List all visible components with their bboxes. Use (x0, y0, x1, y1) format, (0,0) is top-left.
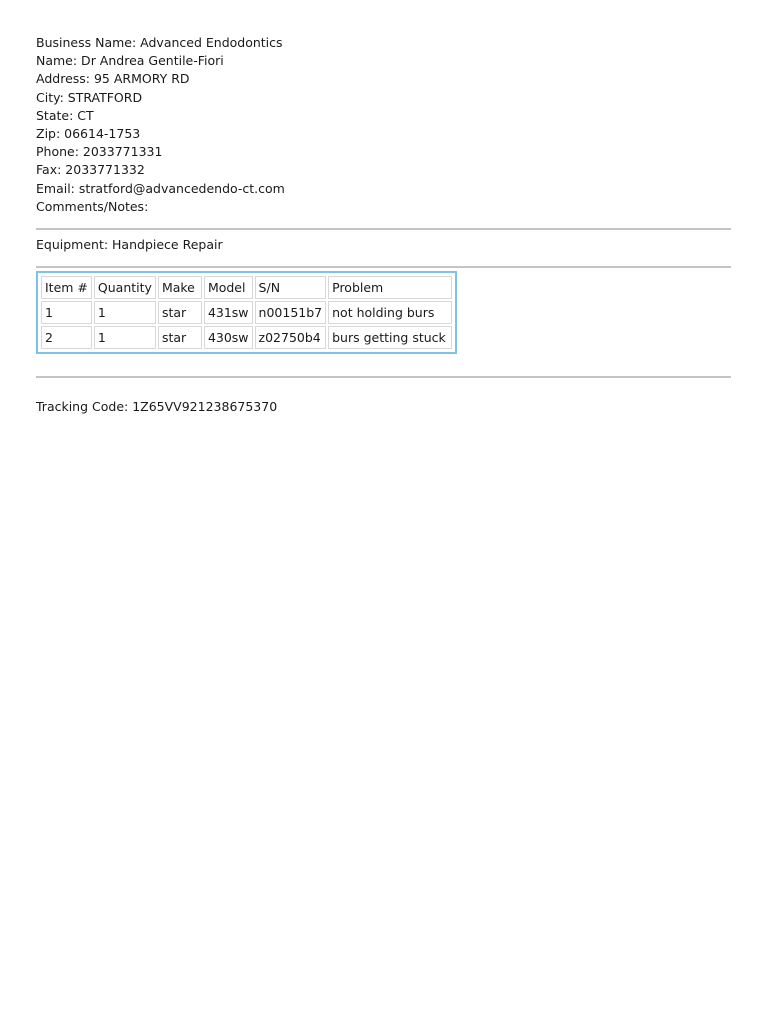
cell-model: 431sw (204, 301, 253, 324)
zip: Zip: 06614-1753 (36, 125, 141, 141)
header-quantity: Quantity (94, 276, 156, 299)
cell-make: star (158, 301, 202, 324)
cell-quantity: 1 (94, 301, 156, 324)
phone: Phone: 2033771331 (36, 144, 163, 160)
cell-item-number: 2 (41, 326, 92, 349)
items-table-frame (36, 271, 457, 354)
address: Address: 95 ARMORY RD (36, 71, 190, 87)
header-serial-number: S/N (255, 276, 327, 299)
header-make: Make (158, 276, 202, 299)
cell-problem: not holding burs (328, 301, 452, 324)
city: City: STRATFORD (36, 89, 143, 105)
cell-item-number: 1 (41, 301, 92, 324)
divider (36, 376, 731, 378)
header-item-number: Item # (41, 276, 92, 299)
email: Email: stratford@advancedendo-ct.com (36, 180, 285, 196)
contact-name: Name: Dr Andrea Gentile-Fiori (36, 53, 224, 69)
fax: Fax: 2033771332 (36, 162, 145, 178)
cell-problem: burs getting stuck (328, 326, 452, 349)
header-model: Model (204, 276, 253, 299)
cell-quantity: 1 (94, 326, 156, 349)
customer-info (36, 34, 731, 216)
business-name: Business Name: Advanced Endodontics (36, 35, 283, 50)
cell-make: star (158, 326, 202, 349)
equipment-line: Equipment: Handpiece Repair (36, 236, 223, 252)
table-row (41, 326, 452, 349)
cell-serial-number: n00151b7 (255, 301, 327, 324)
divider (36, 228, 731, 230)
state: State: CT (36, 107, 94, 123)
header-problem: Problem (328, 276, 452, 299)
comments-notes: Comments/Notes: (36, 198, 149, 214)
table-row (41, 301, 452, 324)
divider (36, 266, 731, 268)
cell-serial-number: z02750b4 (255, 326, 327, 349)
table-header-row (41, 276, 452, 299)
tracking-code: Tracking Code: 1Z65VV921238675370 (36, 398, 278, 414)
document-page (36, 34, 731, 416)
cell-model: 430sw (204, 326, 253, 349)
items-table (39, 274, 454, 351)
